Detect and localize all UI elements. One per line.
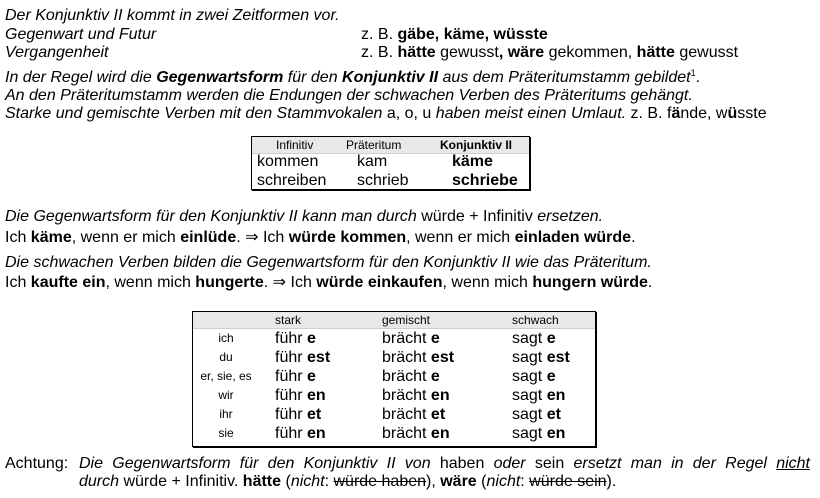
stem: brächt xyxy=(382,349,431,366)
header-stark: stark xyxy=(275,313,302,327)
verb-sein: sein xyxy=(534,455,565,472)
cell-konjunktiv: schriebe xyxy=(452,172,518,189)
text: , wenn er mich xyxy=(71,229,181,246)
struck-text: würde sein xyxy=(529,473,607,490)
ending: e xyxy=(430,368,440,385)
ending: en xyxy=(307,425,326,442)
ending: e xyxy=(546,330,556,347)
cell-praeteritum: kam xyxy=(357,153,388,170)
ending: et xyxy=(546,406,561,423)
text: nde, w xyxy=(680,105,728,122)
cell-schwach xyxy=(512,386,565,405)
header-infinitiv: Infinitiv xyxy=(276,138,314,152)
zb-label: z. B. xyxy=(361,44,398,61)
stem: führ xyxy=(275,406,308,423)
cell-pronoun: sie xyxy=(218,426,234,440)
bold-verb: wäre xyxy=(440,473,477,490)
stem: führ xyxy=(275,349,308,366)
table-row xyxy=(252,171,529,190)
text: durch xyxy=(79,473,120,490)
term-konjunktiv: Konjunktiv II xyxy=(342,69,439,86)
text: ( xyxy=(281,473,291,490)
cell-schwach xyxy=(512,329,556,348)
tense-present-row xyxy=(5,26,815,44)
ending: est xyxy=(546,349,570,366)
ending: est xyxy=(307,349,331,366)
bold-verb: würde kommen xyxy=(288,229,407,246)
term-gegenwartsform: Gegenwartsform xyxy=(156,69,284,86)
text: ersetzen. xyxy=(532,208,604,225)
text: . xyxy=(631,229,636,246)
cell-pronoun: er, sie, es xyxy=(200,369,252,383)
cell-schwach xyxy=(512,367,556,386)
cell-schwach xyxy=(512,424,565,443)
ending: e xyxy=(307,330,316,347)
cell-pronoun: ich xyxy=(218,331,234,345)
note-line-1 xyxy=(5,455,815,473)
text: , wenn mich xyxy=(105,274,196,291)
cell-stark xyxy=(275,386,326,405)
stem: brächt xyxy=(382,406,431,423)
stem: brächt xyxy=(382,387,431,404)
ending: est xyxy=(430,349,455,366)
wuerde-example-2 xyxy=(5,274,652,292)
umlaut: ä xyxy=(671,105,681,122)
wuerde-infinitiv: würde + Infinitiv xyxy=(421,208,533,225)
table-row xyxy=(193,405,595,424)
ex-rest: gekommen, xyxy=(544,44,637,61)
tense-past-label: Vergangenheit xyxy=(5,44,109,61)
text-arrow: . ⇒ Ich xyxy=(263,274,317,291)
cell-stark xyxy=(275,329,316,348)
ending: et xyxy=(307,406,322,423)
cell-pronoun: ihr xyxy=(219,407,233,421)
table-row xyxy=(193,367,595,386)
ex-bold: hätte xyxy=(636,44,675,61)
ex-sep: , xyxy=(498,44,508,61)
cell-infinitiv: kommen xyxy=(257,153,319,170)
umlaut: ü xyxy=(727,105,738,122)
verb-haben: haben xyxy=(439,455,485,472)
ex-bold: hätte xyxy=(397,44,436,61)
rule-line-1 xyxy=(5,69,700,87)
bold-verb: kaufte ein xyxy=(30,274,106,291)
cell-gemischt xyxy=(382,329,440,348)
bold-verb: käme xyxy=(30,229,72,246)
stem: sagt xyxy=(512,330,547,347)
text: oder xyxy=(484,455,535,472)
ending: en xyxy=(307,387,326,404)
stem: führ xyxy=(275,425,308,442)
header-gemischt: gemischt xyxy=(382,313,431,327)
rule-line-2: An den Präteritumstamm werden die Endungen der schwachen Verben des Präteritums gehängt. xyxy=(5,87,693,104)
note-line-2 xyxy=(79,473,616,491)
text: : xyxy=(520,473,530,490)
cell-gemischt xyxy=(382,424,450,443)
weak-verbs-rule: Die schwachen Verben bilden die Gegenwartsform für den Konjunktiv II wie das Präteritum. xyxy=(5,254,652,271)
zb-label: z. B. xyxy=(361,26,398,43)
text: ersetzt man in der Regel xyxy=(564,455,777,472)
footnote-marker: 1 xyxy=(690,68,696,78)
text: In der Regel wird die xyxy=(5,69,157,86)
note-text xyxy=(79,455,810,473)
cell-schwach xyxy=(512,405,561,424)
wuerde-rule xyxy=(5,208,603,226)
ex-rest: gewusst xyxy=(435,44,499,61)
struck-text: würde haben xyxy=(333,473,427,490)
conjugation-table-1 xyxy=(251,136,530,190)
cell-infinitiv: schreiben xyxy=(257,172,327,189)
wuerde-example-1 xyxy=(5,229,636,247)
ending: e xyxy=(430,330,440,347)
text: Starke und gemischte Verben mit den Stammvokalen xyxy=(5,105,387,122)
text: . xyxy=(647,274,653,291)
cell-konjunktiv: käme xyxy=(452,153,493,170)
stem: sagt xyxy=(512,406,547,423)
conjugation-table-2 xyxy=(192,311,596,447)
text: Die Gegenwartsform für den Konjunktiv II kann man durch xyxy=(5,208,422,225)
table-row xyxy=(193,386,595,405)
header-konjunktiv: Konjunktiv II xyxy=(440,138,512,152)
header-schwach: schwach xyxy=(512,313,559,327)
text: nicht xyxy=(290,473,325,490)
rule-line-3 xyxy=(5,105,767,123)
note-label: Achtung: xyxy=(5,455,69,472)
header-praeteritum: Präteritum xyxy=(346,138,402,152)
tense-present-examples xyxy=(361,26,548,44)
text: z. B. f xyxy=(626,105,672,122)
stem: führ xyxy=(275,368,308,385)
cell-stark xyxy=(275,348,330,367)
bold-verb: hungerte xyxy=(195,274,264,291)
bold-verb: einladen würde xyxy=(514,229,632,246)
ending: e xyxy=(307,368,316,385)
text: aus dem Präteritumstamm gebildet xyxy=(438,69,691,86)
ending: en xyxy=(546,387,566,404)
stem: brächt xyxy=(382,368,431,385)
text: ), xyxy=(426,473,441,490)
bold-verb: hätte xyxy=(242,473,282,490)
ending: et xyxy=(430,406,446,423)
stem: sagt xyxy=(512,349,547,366)
vowels: a, o, u xyxy=(386,105,432,122)
text: für den xyxy=(283,69,343,86)
text: , wenn mich xyxy=(442,274,533,291)
cell-schwach xyxy=(512,348,570,367)
cell-gemischt xyxy=(382,348,454,367)
text-arrow: . ⇒ Ich xyxy=(236,229,289,246)
present-examples-bold: gäbe, käme, wüsste xyxy=(397,26,548,43)
text: ). xyxy=(606,473,617,490)
cell-pronoun: du xyxy=(219,350,233,364)
cell-stark xyxy=(275,367,316,386)
stem: sagt xyxy=(512,425,547,442)
text: , wenn er mich xyxy=(406,229,515,246)
bold-verb: einlüde xyxy=(180,229,237,246)
text: : xyxy=(324,473,334,490)
cell-pronoun: wir xyxy=(218,388,234,402)
text: . xyxy=(695,69,701,86)
stem: sagt xyxy=(512,368,547,385)
intro-heading: Der Konjunktiv II kommt in zwei Zeitformen vor. xyxy=(5,7,340,24)
table-row xyxy=(252,152,529,171)
table-row xyxy=(193,424,595,443)
text: Ich xyxy=(5,274,31,291)
stem: sagt xyxy=(512,387,547,404)
ex-rest: gewusst xyxy=(674,44,739,61)
stem: führ xyxy=(275,330,308,347)
stem: brächt xyxy=(382,425,431,442)
text: sste xyxy=(737,105,767,122)
bold-verb: hungern würde xyxy=(532,274,648,291)
ending: en xyxy=(430,425,450,442)
cell-gemischt xyxy=(382,405,445,424)
text: haben meist einen Umlaut. xyxy=(431,105,627,122)
cell-gemischt xyxy=(382,386,450,405)
tense-past-examples xyxy=(361,44,738,62)
text: ( xyxy=(476,473,487,490)
table-row xyxy=(193,348,595,367)
stem: führ xyxy=(275,387,308,404)
text: nicht xyxy=(486,473,521,490)
ex-bold: wäre xyxy=(507,44,545,61)
text: Die Gegenwartsform für den Konjunktiv II von xyxy=(79,455,440,472)
tense-present-label: Gegenwart und Futur xyxy=(5,26,157,43)
table-header xyxy=(193,312,595,329)
cell-praeteritum: schrieb xyxy=(357,172,409,189)
emphasis-nicht: nicht xyxy=(776,455,810,472)
tense-past-row xyxy=(5,44,815,62)
text: würde + Infinitiv. xyxy=(119,473,243,490)
stem: brächt xyxy=(382,330,431,347)
cell-stark xyxy=(275,424,326,443)
ending: e xyxy=(546,368,556,385)
cell-gemischt xyxy=(382,367,440,386)
cell-stark xyxy=(275,405,321,424)
ending: en xyxy=(430,387,450,404)
table-row xyxy=(193,329,595,348)
ending: en xyxy=(546,425,566,442)
text: Ich xyxy=(5,229,31,246)
bold-verb: würde einkaufen xyxy=(316,274,443,291)
